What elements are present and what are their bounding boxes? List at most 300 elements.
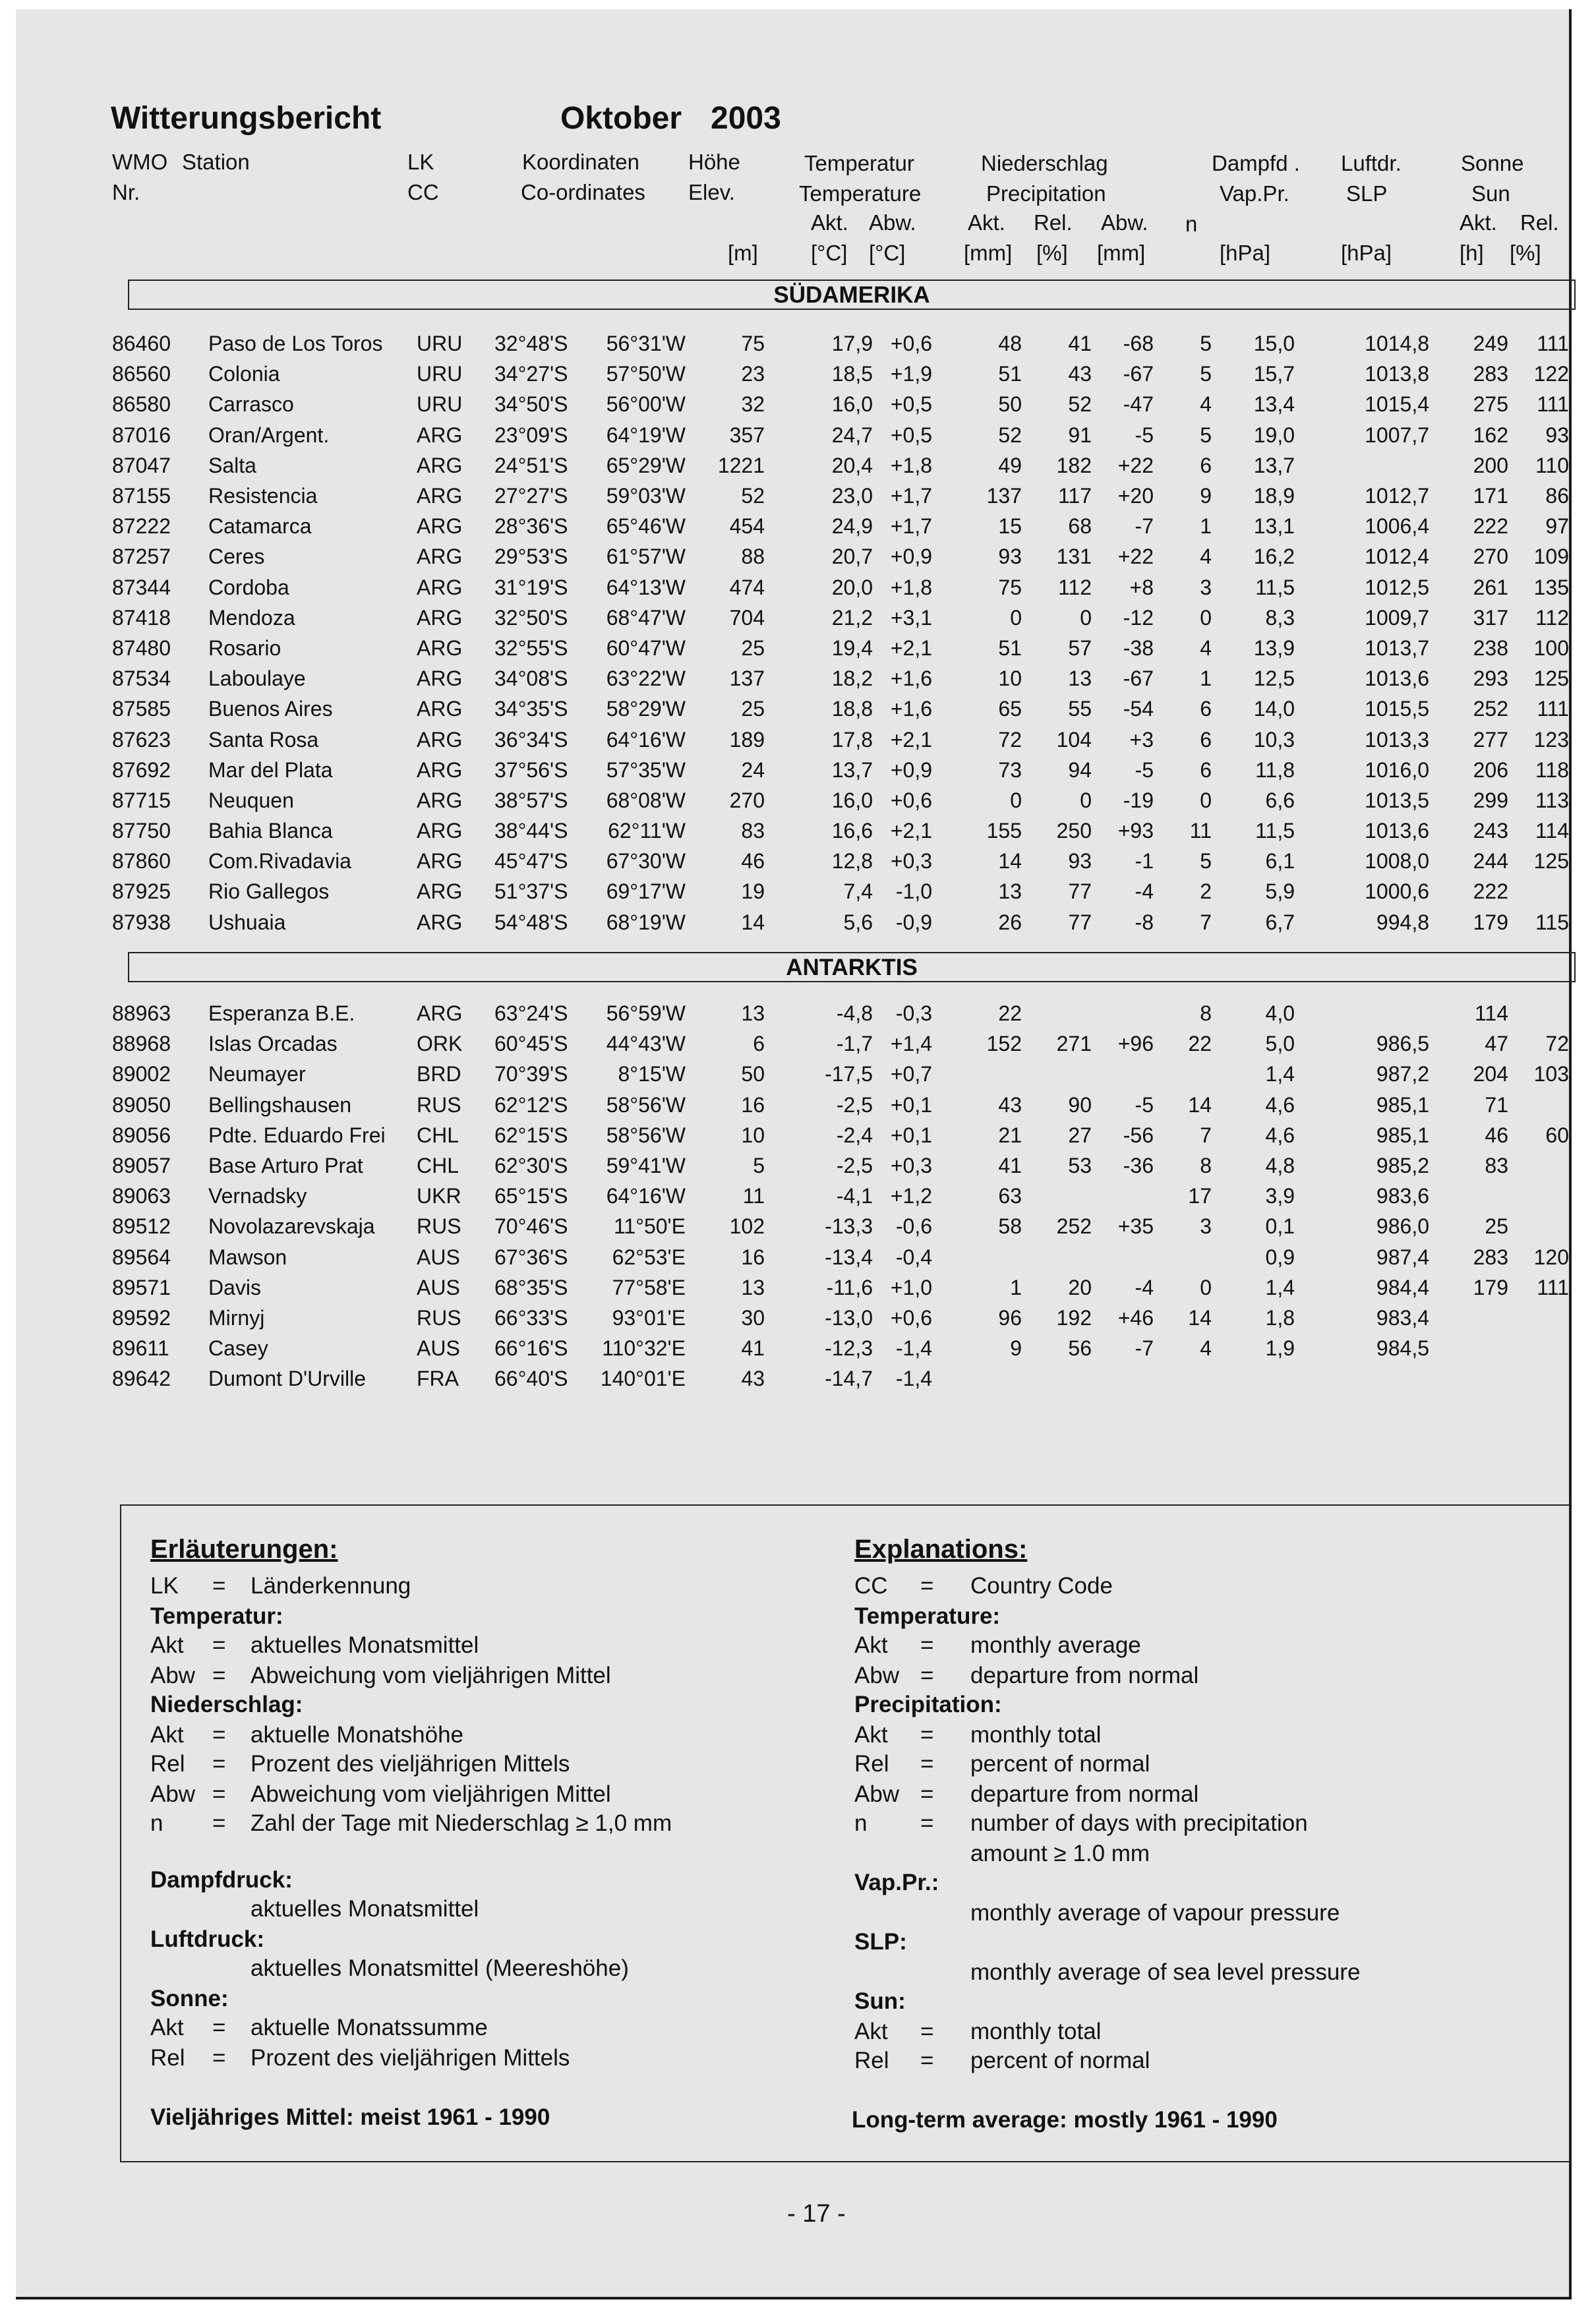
cell-latitude: 66°33'S	[494, 1305, 568, 1330]
cell-prec-akt: 93	[998, 545, 1022, 569]
cell-prec-days: 7	[1200, 910, 1212, 934]
cell-prec-days: 5	[1200, 362, 1212, 386]
cell-station-name: Base Arturo Prat	[208, 1154, 363, 1178]
cell-elevation: 50	[741, 1062, 765, 1086]
cell-country-code: ARG	[417, 727, 463, 752]
cell-prec-akt	[932, 1059, 1022, 1089]
cell-station-name: Ushuaia	[208, 910, 286, 934]
cell-longitude: 57°50'W	[606, 362, 686, 386]
cell-longitude: 56°00'W	[606, 392, 686, 417]
explain-de-n-n-key: n	[150, 1810, 163, 1836]
cell-sun-akt: 299	[1473, 788, 1508, 812]
cell-sun-rel: 110	[1535, 453, 1569, 477]
cell-prec-days: 1	[1200, 667, 1212, 691]
cell-temp-abw: +0,6	[890, 1305, 932, 1330]
explain-de-n-akt-value: aktuelle Monatshöhe	[251, 1722, 463, 1748]
col-header-s-rel: Rel.	[1520, 210, 1559, 235]
cell-temp-akt: 23,0	[831, 484, 873, 508]
cell-vap-pressure: 13,1	[1253, 514, 1295, 539]
cell-prec-akt: 73	[998, 757, 1022, 782]
cell-prec-akt: 152	[986, 1032, 1022, 1056]
cell-slp: 1012,4	[1365, 545, 1429, 569]
cell-country-code: ARG	[417, 514, 463, 539]
cell-country-code: ARG	[417, 879, 463, 904]
cell-elevation: 19	[741, 879, 765, 904]
explain-de-lk-key: LK	[150, 1573, 179, 1599]
cell-station-name: Catamarca	[208, 514, 312, 539]
explain-en-s-rel-value: percent of normal	[970, 2048, 1150, 2073]
cell-vap-pressure: 8,3	[1265, 605, 1295, 630]
cell-longitude: 77°58'E	[612, 1275, 686, 1299]
cell-temp-abw: +0,3	[890, 1154, 932, 1178]
cell-prec-akt: 75	[998, 575, 1022, 599]
report-month: Oktober	[560, 101, 682, 136]
explain-en-temp-heading: Temperature:	[854, 1603, 1001, 1629]
cell-prec-akt: 49	[998, 453, 1022, 477]
cell-prec-rel: 77	[1068, 910, 1092, 934]
table-row	[16, 663, 1569, 694]
table-row	[16, 1120, 1569, 1150]
cell-elevation: 454	[729, 514, 765, 539]
cell-vap-pressure: 1,8	[1265, 1305, 1295, 1330]
cell-wmo-number: 86580	[112, 392, 171, 417]
explain-de-sonne-heading: Sonne:	[150, 1986, 229, 2011]
cell-vap-pressure: 6,7	[1265, 910, 1295, 934]
cell-station-name: Casey	[208, 1336, 268, 1361]
explain-en-eq: =	[920, 1781, 934, 1807]
explain-en-eq: =	[920, 1632, 934, 1658]
cell-elevation: 16	[741, 1245, 765, 1269]
cell-sun-rel: 72	[1545, 1032, 1569, 1056]
col-header-nr: Nr.	[112, 180, 140, 204]
cell-latitude: 62°15'S	[494, 1123, 568, 1147]
cell-temp-akt: 24,7	[831, 423, 873, 447]
explain-de-nied-heading: Niederschlag:	[150, 1692, 303, 1717]
cell-prec-rel	[1022, 1242, 1092, 1272]
col-header-coordinates: Co-ordinates	[521, 180, 645, 204]
cell-slp: 1013,6	[1365, 819, 1429, 843]
cell-prec-days: 3	[1200, 575, 1212, 599]
cell-vap-pressure: 0,9	[1265, 1245, 1295, 1269]
cell-latitude: 66°40'S	[494, 1367, 568, 1391]
explain-de-s-akt-value: aktuelle Monatssumme	[251, 2015, 488, 2040]
table-row	[16, 1059, 1569, 1089]
explain-en-slp-value: monthly average of sea level pressure	[970, 1959, 1361, 1985]
cell-longitude: 58°56'W	[606, 1092, 686, 1117]
cell-sun-rel	[1508, 1303, 1569, 1333]
cell-vap-pressure: 15,0	[1253, 332, 1295, 356]
cell-station-name: Santa Rosa	[208, 727, 319, 752]
cell-slp	[1295, 998, 1429, 1028]
cell-country-code: ORK	[417, 1032, 463, 1056]
col-header-p-abw: Abw.	[1101, 210, 1148, 235]
cell-temp-abw: +1,8	[890, 575, 932, 599]
cell-sun-rel: 118	[1535, 757, 1569, 782]
cell-wmo-number: 89050	[112, 1092, 171, 1117]
cell-vap-pressure: 12,5	[1253, 667, 1295, 691]
cell-temp-akt: 16,0	[831, 788, 873, 812]
cell-vap-pressure: 1,9	[1265, 1336, 1295, 1361]
cell-country-code: RUS	[417, 1214, 461, 1239]
cell-prec-akt	[932, 1363, 1022, 1394]
col-header-luft: Luftdr.	[1341, 151, 1402, 175]
col-header-vap: Vap.Pr.	[1220, 181, 1289, 206]
cell-country-code: ARG	[417, 1001, 463, 1026]
cell-prec-rel: 55	[1068, 697, 1092, 721]
cell-temp-akt: 18,5	[831, 362, 873, 386]
cell-vap-pressure: 0,1	[1265, 1214, 1295, 1239]
unit-temp-akt: [°C]	[811, 241, 848, 265]
cell-prec-akt: 1	[1010, 1275, 1022, 1299]
cell-temp-akt: -13,3	[825, 1214, 873, 1239]
cell-prec-akt: 10	[998, 667, 1022, 691]
cell-prec-abw	[1092, 1181, 1154, 1211]
cell-sun-rel: 114	[1535, 819, 1569, 843]
explain-de-s-rel-value: Prozent des vieljährigen Mittels	[251, 2045, 570, 2071]
cell-prec-rel: 250	[1056, 819, 1092, 843]
cell-slp: 1007,7	[1365, 423, 1429, 447]
explain-en-sun-heading: Sun:	[854, 1988, 906, 2014]
report-title: Witterungsbericht	[111, 101, 382, 136]
cell-prec-days: 5	[1200, 849, 1212, 874]
explain-en-eq: =	[920, 1573, 934, 1599]
cell-wmo-number: 87692	[112, 757, 171, 782]
cell-temp-abw: +0,5	[890, 423, 932, 447]
explain-en-t-abw-value: departure from normal	[970, 1663, 1199, 1688]
cell-sun-rel: 109	[1533, 545, 1569, 569]
cell-prec-rel: 117	[1057, 484, 1092, 508]
cell-sun-akt: 317	[1473, 605, 1508, 630]
cell-vap-pressure: 1,4	[1265, 1062, 1295, 1086]
cell-sun-rel: 125	[1533, 667, 1569, 691]
cell-slp: 1013,5	[1365, 788, 1429, 812]
cell-country-code: ARG	[417, 849, 463, 874]
cell-sun-akt	[1429, 1363, 1508, 1394]
cell-sun-rel: 111	[1537, 392, 1569, 417]
cell-temp-akt: 21,2	[831, 605, 873, 630]
cell-latitude: 38°57'S	[494, 788, 568, 812]
cell-station-name: Mendoza	[208, 605, 295, 630]
cell-longitude: 68°47'W	[606, 605, 686, 630]
cell-sun-rel	[1508, 1090, 1569, 1120]
unit-sun-akt: [h]	[1460, 241, 1484, 265]
cell-station-name: Vernadsky	[208, 1184, 307, 1208]
cell-wmo-number: 87623	[112, 727, 171, 752]
unit-prec-akt: [mm]	[964, 241, 1013, 265]
table-row	[16, 1211, 1569, 1241]
cell-latitude: 65°15'S	[494, 1184, 568, 1208]
explain-en-eq: =	[920, 1810, 934, 1836]
cell-country-code: AUS	[417, 1336, 460, 1361]
cell-elevation: 13	[741, 1275, 765, 1299]
table-row	[16, 328, 1569, 359]
cell-vap-pressure: 1,4	[1265, 1275, 1295, 1299]
explain-en-footer: Long-term average: mostly 1961 - 1990	[852, 2107, 1278, 2133]
cell-elevation: 32	[741, 392, 765, 417]
cell-prec-rel: 77	[1068, 879, 1092, 904]
explain-de-temp-heading: Temperatur:	[150, 1603, 283, 1629]
explain-en-eq: =	[920, 2048, 934, 2073]
cell-prec-abw: -4	[1135, 1275, 1154, 1299]
table-row	[16, 907, 1569, 937]
cell-temp-akt: 7,4	[843, 879, 873, 904]
cell-vap-pressure: 4,6	[1265, 1123, 1295, 1147]
cell-temp-abw: +2,1	[890, 727, 932, 752]
cell-vap-pressure: 16,2	[1253, 545, 1295, 569]
cell-latitude: 34°35'S	[494, 697, 568, 721]
cell-prec-rel	[1022, 998, 1092, 1028]
cell-longitude: 68°19'W	[606, 910, 686, 934]
explain-de-n-rel-key: Rel	[150, 1751, 185, 1777]
explain-de-n-rel-value: Prozent des vieljährigen Mittels	[251, 1751, 570, 1777]
cell-prec-abw: -4	[1135, 879, 1154, 904]
table-row	[16, 1028, 1569, 1059]
cell-slp	[1295, 1363, 1429, 1394]
cell-station-name: Esperanza B.E.	[208, 1001, 355, 1026]
cell-station-name: Laboulaye	[208, 667, 306, 691]
cell-elevation: 102	[729, 1214, 765, 1239]
cell-latitude: 28°36'S	[494, 514, 568, 539]
cell-wmo-number: 87222	[112, 514, 171, 539]
explain-en-p-akt-value: monthly total	[970, 1722, 1102, 1748]
cell-sun-akt: 252	[1473, 697, 1508, 721]
cell-prec-akt: 58	[998, 1214, 1022, 1239]
cell-sun-akt: 71	[1485, 1092, 1508, 1117]
cell-longitude: 64°16'W	[606, 727, 686, 752]
cell-elevation: 43	[741, 1367, 765, 1391]
cell-slp: 986,5	[1376, 1032, 1429, 1056]
cell-prec-days: 2	[1200, 879, 1212, 904]
report-year: 2003	[711, 101, 781, 136]
cell-elevation: 83	[741, 819, 765, 843]
cell-elevation: 13	[741, 1001, 765, 1026]
explain-de-t-akt-value: aktuelles Monatsmittel	[251, 1632, 479, 1658]
cell-wmo-number: 89512	[112, 1214, 171, 1239]
cell-station-name: Mawson	[208, 1245, 287, 1269]
cell-elevation: 11	[742, 1184, 765, 1208]
explain-en-prec-heading: Precipitation:	[854, 1692, 1002, 1717]
explain-en-p-abw-value: departure from normal	[970, 1781, 1199, 1807]
explain-de-eq: =	[212, 1722, 226, 1748]
cell-station-name: Rio Gallegos	[208, 879, 330, 904]
cell-slp: 1008,0	[1365, 849, 1429, 874]
cell-station-name: Neuquen	[208, 788, 294, 812]
cell-temp-abw: +2,1	[890, 636, 932, 660]
cell-longitude: 56°59'W	[606, 1001, 686, 1026]
cell-prec-days: 14	[1188, 1305, 1212, 1330]
cell-prec-rel: 41	[1068, 332, 1092, 356]
cell-sun-akt: 25	[1485, 1214, 1508, 1239]
cell-elevation: 30	[741, 1305, 765, 1330]
cell-slp: 984,5	[1376, 1336, 1429, 1361]
cell-temp-abw: +3,1	[890, 605, 932, 630]
cell-wmo-number: 87534	[112, 667, 171, 691]
cell-sun-rel: 111	[1537, 332, 1569, 356]
antarctica-table	[16, 998, 1569, 1394]
cell-temp-abw: -0,4	[895, 1245, 932, 1269]
col-header-n: n	[1185, 212, 1198, 236]
explain-de-luft-heading: Luftdruck:	[150, 1926, 265, 1952]
cell-vap-pressure: 13,7	[1253, 453, 1295, 477]
cell-wmo-number: 89063	[112, 1184, 171, 1208]
cell-sun-rel	[1508, 1333, 1569, 1363]
table-row	[16, 1303, 1569, 1333]
cell-latitude: 45°47'S	[494, 849, 568, 874]
explain-de-eq: =	[212, 1810, 226, 1836]
cell-longitude: 58°29'W	[606, 697, 686, 721]
cell-country-code: ARG	[417, 819, 463, 843]
cell-longitude: 64°13'W	[606, 575, 686, 599]
table-row	[16, 694, 1569, 724]
cell-prec-days: 4	[1200, 636, 1212, 660]
cell-temp-abw: +0,1	[890, 1092, 932, 1117]
cell-latitude: 27°27'S	[494, 484, 568, 508]
cell-prec-abw	[1092, 1363, 1154, 1394]
cell-prec-akt: 137	[986, 484, 1022, 508]
explain-de-eq: =	[212, 1632, 226, 1658]
cell-wmo-number: 87860	[112, 849, 171, 874]
explain-de-n-abw-value: Abweichung vom vieljährigen Mittel	[251, 1781, 611, 1807]
table-row	[16, 816, 1569, 846]
cell-prec-rel	[1022, 1181, 1092, 1211]
cell-station-name: Novolazarevskaja	[208, 1214, 375, 1239]
explain-de-eq: =	[212, 2015, 226, 2040]
cell-sun-rel	[1508, 1181, 1569, 1211]
cell-latitude: 67°36'S	[494, 1245, 568, 1269]
explain-en-p-n-value-cont: amount ≥ 1.0 mm	[970, 1841, 1150, 1866]
page-number: - 17 -	[787, 2200, 846, 2228]
cell-temp-abw: +1,6	[890, 667, 932, 691]
cell-prec-days	[1154, 1363, 1212, 1394]
cell-sun-akt: 200	[1473, 453, 1508, 477]
cell-slp: 984,4	[1376, 1275, 1429, 1299]
cell-country-code: ARG	[417, 545, 463, 569]
explain-en-p-akt-key: Akt	[854, 1722, 888, 1748]
cell-longitude: 65°46'W	[606, 514, 686, 539]
cell-temp-abw: +0,5	[890, 392, 932, 417]
cell-country-code: BRD	[417, 1062, 461, 1086]
cell-country-code: URU	[417, 392, 463, 417]
cell-prec-rel: 104	[1056, 727, 1092, 752]
cell-temp-abw: +0,6	[890, 788, 932, 812]
cell-prec-abw: +96	[1117, 1032, 1154, 1056]
cell-elevation: 6	[753, 1032, 765, 1056]
cell-prec-days: 0	[1200, 788, 1212, 812]
cell-slp: 1013,7	[1365, 636, 1429, 660]
cell-prec-days: 1	[1200, 514, 1212, 539]
cell-elevation: 52	[741, 484, 765, 508]
cell-station-name: Rosario	[208, 636, 281, 660]
cell-prec-abw: -7	[1135, 1336, 1154, 1361]
cell-sun-rel: 125	[1533, 849, 1569, 874]
cell-temp-akt: -14,7	[825, 1367, 873, 1391]
cell-temp-abw: -0,6	[895, 1214, 932, 1239]
cell-station-name: Islas Orcadas	[208, 1032, 338, 1056]
cell-latitude: 34°27'S	[494, 362, 568, 386]
col-header-t-akt: Akt.	[811, 210, 848, 235]
cell-vap-pressure: 13,4	[1253, 392, 1295, 417]
cell-station-name: Colonia	[208, 362, 280, 386]
cell-sun-akt	[1429, 1303, 1508, 1333]
cell-latitude: 54°48'S	[494, 910, 568, 934]
cell-longitude: 64°19'W	[606, 423, 686, 447]
explain-en-p-n-value: number of days with precipitation	[970, 1810, 1308, 1836]
cell-prec-rel: 94	[1068, 757, 1092, 782]
cell-sun-rel	[1508, 1150, 1569, 1181]
cell-sun-akt: 47	[1485, 1032, 1508, 1056]
cell-country-code: AUS	[417, 1275, 460, 1299]
cell-longitude: 68°08'W	[606, 788, 686, 812]
cell-station-name: Dumont D'Urville	[208, 1367, 367, 1391]
table-row	[16, 541, 1569, 572]
cell-prec-rel: 43	[1068, 362, 1092, 386]
cell-elevation: 24	[741, 757, 765, 782]
cell-sun-rel: 123	[1533, 727, 1569, 752]
cell-sun-rel	[1508, 1363, 1569, 1394]
cell-longitude: 110°32'E	[602, 1336, 686, 1361]
col-header-cc: CC	[407, 180, 439, 204]
cell-vap-pressure: 11,5	[1255, 819, 1295, 843]
cell-station-name: Buenos Aires	[208, 697, 333, 721]
cell-station-name: Resistencia	[208, 484, 318, 508]
cell-prec-abw: +20	[1117, 484, 1154, 508]
explain-en-p-abw-key: Abw	[854, 1781, 900, 1807]
cell-elevation: 10	[741, 1123, 765, 1147]
cell-longitude: 67°30'W	[606, 849, 686, 874]
cell-sun-akt	[1429, 1181, 1508, 1211]
cell-wmo-number: 89571	[112, 1275, 171, 1299]
cell-sun-akt: 270	[1473, 545, 1508, 569]
cell-prec-days	[1154, 1059, 1212, 1089]
cell-sun-rel: 112	[1535, 605, 1569, 630]
cell-prec-akt: 22	[998, 1001, 1022, 1026]
cell-vap-pressure: 4,6	[1265, 1092, 1295, 1117]
cell-prec-days: 17	[1188, 1184, 1212, 1208]
cell-temp-akt: -4,8	[836, 1001, 873, 1026]
section-south-america	[128, 280, 1576, 310]
cell-prec-rel: 56	[1068, 1336, 1092, 1361]
cell-prec-days: 22	[1188, 1032, 1212, 1056]
table-row	[16, 1272, 1569, 1303]
cell-longitude: 64°16'W	[606, 1184, 686, 1208]
cell-longitude: 69°17'W	[606, 879, 686, 904]
cell-temp-abw: +0,3	[890, 849, 932, 874]
explain-de-n-n-value: Zahl der Tage mit Niederschlag ≥ 1,0 mm	[251, 1810, 672, 1836]
cell-temp-abw: +0,1	[890, 1123, 932, 1147]
cell-elevation: 270	[729, 788, 765, 812]
cell-prec-abw: -12	[1123, 605, 1154, 630]
explain-en-p-rel-key: Rel	[854, 1751, 889, 1777]
cell-sun-rel: 111	[1537, 1275, 1569, 1299]
cell-vap-pressure: 10,3	[1253, 727, 1295, 752]
col-header-nied: Niederschlag	[981, 151, 1108, 175]
cell-vap-pressure: 5,0	[1265, 1032, 1295, 1056]
cell-slp: 985,1	[1376, 1092, 1429, 1117]
cell-elevation: 14	[741, 910, 765, 934]
unit-prec-rel: [%]	[1036, 241, 1068, 265]
cell-prec-rel	[1022, 1059, 1092, 1089]
cell-prec-rel: 0	[1080, 605, 1092, 630]
cell-latitude: 38°44'S	[494, 819, 568, 843]
cell-latitude: 68°35'S	[494, 1275, 568, 1299]
cell-country-code: ARG	[417, 575, 463, 599]
cell-wmo-number: 89611	[112, 1336, 169, 1361]
cell-sun-akt: 114	[1474, 1001, 1508, 1026]
cell-longitude: 62°11'W	[608, 819, 686, 843]
cell-prec-rel: 271	[1056, 1032, 1092, 1056]
section-title: SÜDAMERIKA	[773, 282, 930, 308]
table-row	[16, 450, 1569, 481]
